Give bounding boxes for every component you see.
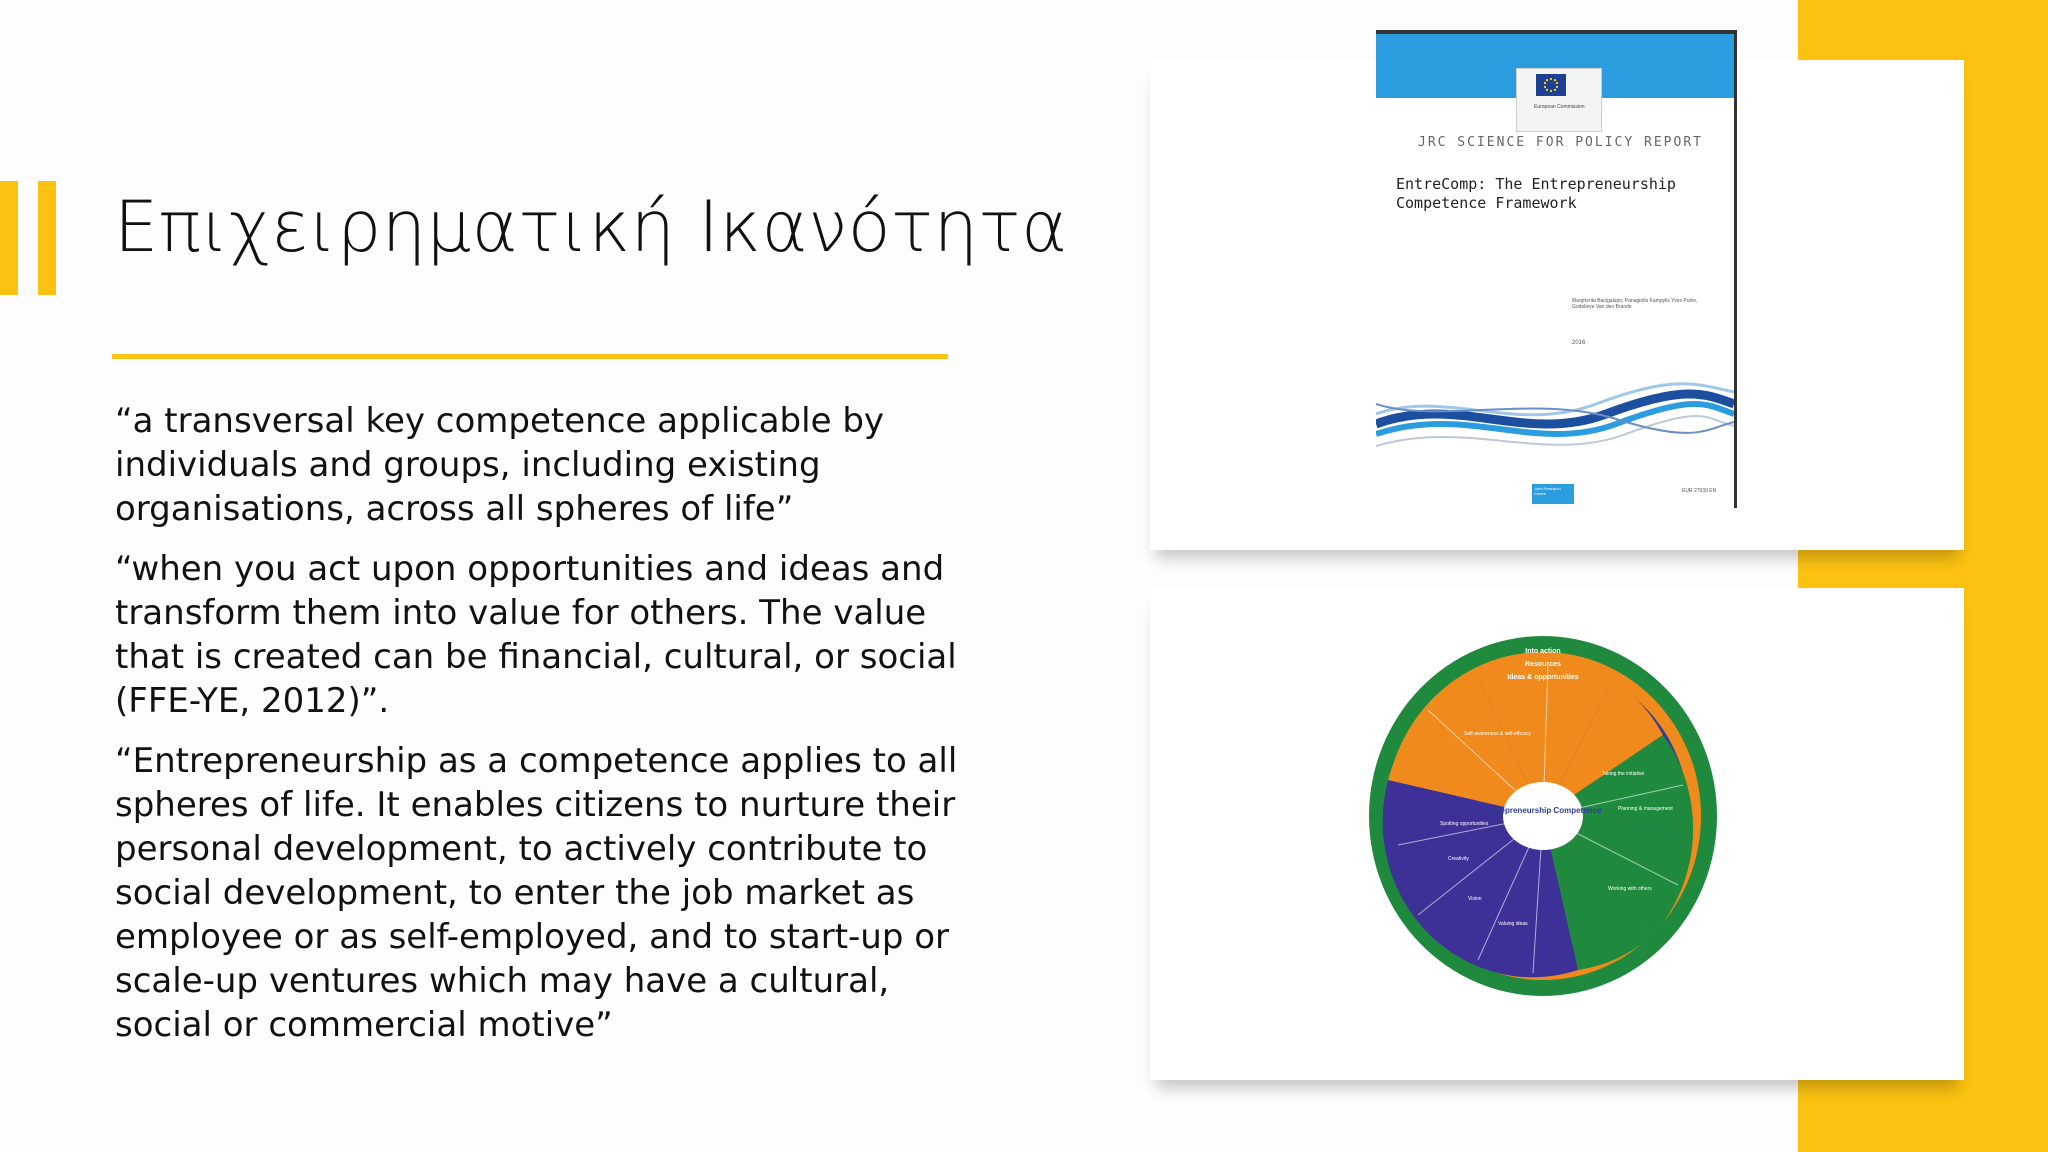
eu-flag-icon (1536, 74, 1566, 96)
wheel-area-label: Resources (1525, 661, 1561, 668)
jrc-logo: Joint Research Centre (1532, 484, 1574, 504)
entrecomp-wheel (1368, 635, 1718, 997)
wheel-center (1503, 782, 1583, 850)
quote-paragraph: “when you act upon opportunities and ideas and transform them into value for others. The value that is created can be financial, cultural, or social (FFE-YE, 2012)”. (115, 549, 957, 721)
wheel-segment-label: Working with others (1608, 886, 1652, 892)
wheel-segment-label: Vision (1468, 896, 1482, 902)
wheel-center-label: Entrepreneurship Competence (1484, 806, 1602, 815)
wheel-segment-label: Valuing ideas (1498, 921, 1528, 927)
quote-paragraph: “a transversal key competence applicable by individuals and groups, including existing organisations, across all spheres of life” (115, 401, 885, 529)
report-authors: Margherita Bacigalupo, Panagiotis Kampylis Yves Punie, Godelieve Van den Brande (1572, 298, 1698, 310)
wheel-segment-label: Planning & management (1618, 806, 1673, 812)
left-accent-bar (0, 181, 18, 295)
wheel-segment-label: Creativity (1448, 856, 1469, 862)
quote-paragraph: “Entrepreneurship as a competence applies to all spheres of life. It enables citizens to nurture their personal development, to actively contribute to social development, to enter the job market as employee or as self-employed, and to start-up or scale-up ventures which may have a cultural, social or commercial motive” (115, 741, 958, 1045)
report-year: 2016 (1572, 340, 1586, 346)
report-number: EUR 27939 EN (1682, 488, 1717, 494)
left-accent-bar (38, 181, 56, 295)
report-series: JRC SCIENCE FOR POLICY REPORT (1418, 135, 1703, 150)
report-title: EntreComp: The Entrepreneurship Competence Framework (1396, 175, 1676, 212)
report-wave-graphic (1376, 374, 1734, 474)
wheel-area-label: Into action (1525, 648, 1561, 655)
wheel-segment-label: Self-awareness & self-efficacy (1464, 731, 1531, 737)
wheel-area-label: Ideas & opportunities (1507, 674, 1579, 681)
report-cover-image (1376, 30, 1737, 508)
wheel-segment-label: Spotting opportunities (1440, 821, 1489, 827)
wheel-segment-label: Taking the initiative (1602, 771, 1645, 777)
quote-list (115, 399, 985, 1063)
title-underline (112, 354, 948, 359)
eu-org-label: European Commission (1534, 104, 1585, 110)
slide-title: Επιχειρηματική Ικανότητα (114, 186, 1068, 268)
